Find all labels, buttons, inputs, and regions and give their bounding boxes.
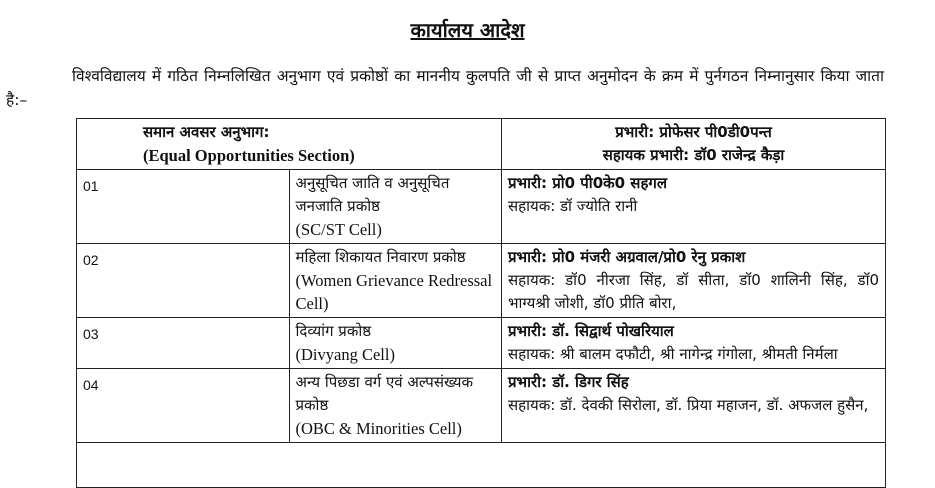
cell-name-english: (Divyang Cell)	[295, 345, 395, 364]
cell-members	[502, 369, 886, 443]
table-row	[77, 244, 886, 318]
cell-assistants: सहायक: डॉ. देवकी सिरोला, डॉ. प्रिया महाजन, डॉ. अफजल हुसैन,	[508, 396, 869, 414]
cell-assistants: सहायक: श्री बालम दफौटी, श्री नागेन्द्र गंगोला, श्रीमती निर्मला	[508, 345, 838, 363]
row-number: 03	[77, 318, 290, 369]
intro-paragraph	[6, 64, 884, 112]
row-number: 04	[77, 369, 290, 443]
section-name-english: (Equal Opportunities Section)	[143, 146, 355, 165]
section-assistant-incharge: सहायक प्रभारी: डॉ0 राजेन्द्र कैड़ा	[602, 146, 785, 164]
cell-name-english: (OBC & Minorities Cell)	[295, 419, 462, 438]
cell-name-english: (Women Grievance Redressal Cell)	[295, 271, 493, 313]
table-row	[77, 369, 886, 443]
cell-name	[289, 318, 502, 369]
table-row-next	[77, 443, 886, 488]
table-row	[77, 318, 886, 369]
table-row	[77, 170, 886, 244]
cell-incharge: प्रभारी: प्रो0 मंजरी अग्रवाल/प्रो0 रेनु प्रकाश	[508, 248, 746, 266]
cell-incharge: प्रभारी: डॉ. सिद्वार्थ पोखरियाल	[508, 322, 674, 340]
section-name-hindi: समान अवसर अनुभाग:	[143, 123, 270, 141]
cells-table	[76, 118, 886, 488]
row-number: 01	[77, 170, 290, 244]
cell-name-hindi: अनुसूचित जाति व अनुसूचित जनजाति प्रकोष्ठ	[295, 174, 450, 215]
section-incharge: प्रभारी: प्रोफेसर पी0डी0पन्त	[615, 123, 772, 141]
document-title: कार्यालय आदेश	[410, 18, 525, 42]
cell-name	[289, 369, 502, 443]
cell-assistants: सहायक: डॉ ज्योति रानी	[508, 197, 638, 215]
cell-members	[502, 318, 886, 369]
cell-name-hindi: दिव्यांग प्रकोष्ठ	[295, 322, 372, 340]
cell-name	[289, 170, 502, 244]
cell-incharge: प्रभारी: डॉ. डिगर सिंह	[508, 373, 629, 391]
cell-incharge: प्रभारी: प्रो0 पी0के0 सहगल	[508, 174, 668, 192]
cell-name-english: (SC/ST Cell)	[295, 220, 382, 239]
cell-name	[289, 244, 502, 318]
row-number: 02	[77, 244, 290, 318]
cell-members	[502, 244, 886, 318]
cell-name-hindi: अन्य पिछडा वर्ग एवं अल्पसंख्यक प्रकोष्ठ	[295, 373, 473, 414]
section-name-cell	[77, 119, 502, 170]
section-header-row	[77, 119, 886, 170]
cell-name-hindi: महिला शिकायत निवारण प्रकोष्ठ	[295, 248, 466, 266]
cell-members	[502, 170, 886, 244]
cell-assistants: सहायक: डॉ0 नीरजा सिंह, डॉ सीता, डॉ0 शालिनी सिंह, डॉ0 भाग्यश्री जोशी, डॉ0 प्रीति बोरा,	[508, 271, 879, 312]
section-incharge-cell	[502, 119, 886, 170]
next-row-cell	[77, 443, 886, 488]
intro-text: विश्वविद्यालय में गठित निम्नलिखित अनुभाग एवं प्रकोष्ठों का माननीय कुलपति जी से प्राप्त अनुमोदन के क्रम में पुर्नगठन निम्नानुसार किया जाता है:–	[6, 67, 884, 109]
